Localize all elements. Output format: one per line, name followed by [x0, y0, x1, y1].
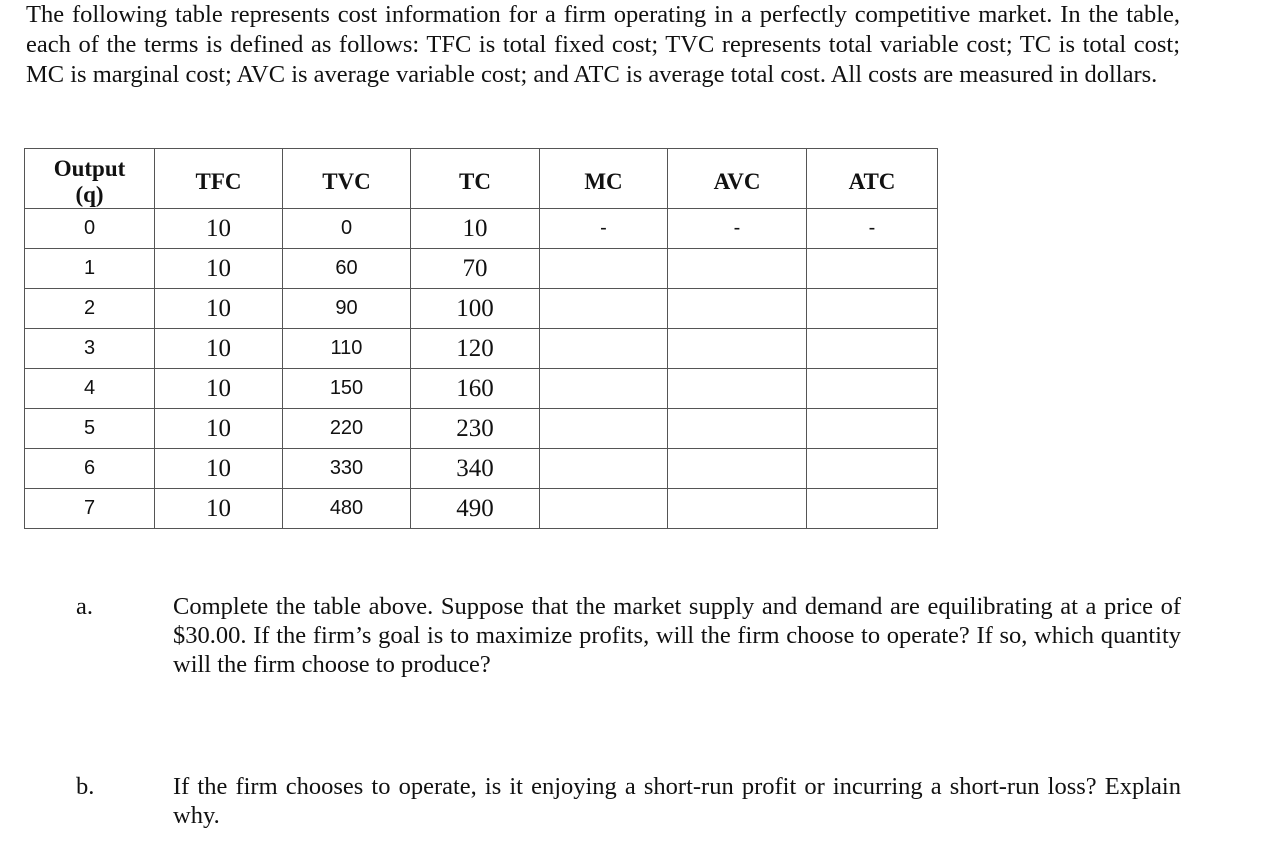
header-mc-label: MC [584, 168, 623, 194]
cell-avc[interactable]: - [668, 209, 807, 249]
cell-q: 4 [25, 369, 155, 409]
cell-atc[interactable] [807, 329, 938, 369]
cell-atc[interactable]: - [807, 209, 938, 249]
cell-mc[interactable] [540, 489, 668, 529]
header-tvc-label: TVC [322, 168, 371, 194]
question-a-label: a. [76, 593, 93, 620]
cell-avc[interactable] [668, 329, 807, 369]
table-row [25, 209, 938, 249]
cell-tvc: 330 [283, 449, 411, 489]
header-atc-label: ATC [848, 168, 896, 194]
cell-atc[interactable] [807, 489, 938, 529]
cell-avc[interactable] [668, 249, 807, 289]
question-b-label: b. [76, 773, 95, 800]
cell-q: 6 [25, 449, 155, 489]
table-row [25, 449, 938, 489]
table-row [25, 329, 938, 369]
table-row [25, 369, 938, 409]
cell-avc[interactable] [668, 409, 807, 449]
cell-tfc: 10 [155, 289, 283, 329]
cell-q: 2 [25, 289, 155, 329]
cell-tvc: 150 [283, 369, 411, 409]
cell-atc[interactable] [807, 449, 938, 489]
cell-mc[interactable] [540, 369, 668, 409]
cell-avc[interactable] [668, 289, 807, 329]
header-mc [540, 149, 668, 209]
header-output-line2: (q) [75, 181, 104, 207]
header-tvc [283, 149, 411, 209]
cell-tvc: 0 [283, 209, 411, 249]
cell-mc[interactable]: - [540, 209, 668, 249]
cell-tfc: 10 [155, 489, 283, 529]
cell-tc: 100 [411, 289, 540, 329]
cell-tfc: 10 [155, 249, 283, 289]
cell-avc[interactable] [668, 369, 807, 409]
cell-q: 7 [25, 489, 155, 529]
cell-atc[interactable] [807, 249, 938, 289]
cell-tc: 10 [411, 209, 540, 249]
cell-tfc: 10 [155, 409, 283, 449]
question-b-text: If the firm chooses to operate, is it enjoying a short-run profit or incurring a short-run loss? Explain why. [173, 773, 1181, 829]
cell-tfc: 10 [155, 209, 283, 249]
cell-tvc: 90 [283, 289, 411, 329]
cost-table [24, 148, 938, 529]
table-row [25, 249, 938, 289]
table-row [25, 489, 938, 529]
header-tc-label: TC [459, 168, 491, 194]
cell-tfc: 10 [155, 329, 283, 369]
table-body [25, 209, 938, 529]
intro-paragraph: The following table represents cost information for a firm operating in a perfectly competitive market. In the table, each of the terms is defined as follows: TFC is total fixed cost; TVC represents total variable cost; TC is total cost; MC is marginal cost; AVC is average variable cost; and ATC is average total cost. All costs are measured in dollars. [26, 1, 1180, 88]
cell-tfc: 10 [155, 369, 283, 409]
cell-tfc: 10 [155, 449, 283, 489]
cell-tc: 70 [411, 249, 540, 289]
cell-mc[interactable] [540, 289, 668, 329]
cell-tvc: 110 [283, 329, 411, 369]
cell-mc[interactable] [540, 329, 668, 369]
cell-q: 0 [25, 209, 155, 249]
cell-atc[interactable] [807, 289, 938, 329]
cell-tvc: 60 [283, 249, 411, 289]
cell-tvc: 220 [283, 409, 411, 449]
cell-atc[interactable] [807, 409, 938, 449]
header-avc-label: AVC [713, 168, 761, 194]
header-atc [807, 149, 938, 209]
cell-mc[interactable] [540, 249, 668, 289]
question-a-text: Complete the table above. Suppose that the market supply and demand are equilibrating at a price of $30.00. If the firm’s goal is to maximize profits, will the firm choose to operate? If so, which quantity will the firm choose to produce? [173, 593, 1181, 678]
cell-q: 1 [25, 249, 155, 289]
header-tfc [155, 149, 283, 209]
header-avc [668, 149, 807, 209]
cell-q: 3 [25, 329, 155, 369]
header-output-line1: Output [53, 155, 126, 181]
cell-tc: 340 [411, 449, 540, 489]
cell-tc: 490 [411, 489, 540, 529]
cell-tc: 120 [411, 329, 540, 369]
cell-avc[interactable] [668, 449, 807, 489]
cell-q: 5 [25, 409, 155, 449]
header-tc [411, 149, 540, 209]
cell-mc[interactable] [540, 409, 668, 449]
table-row [25, 289, 938, 329]
cell-tvc: 480 [283, 489, 411, 529]
table-row [25, 409, 938, 449]
header-tfc-label: TFC [195, 168, 242, 194]
cell-tc: 160 [411, 369, 540, 409]
cell-tc: 230 [411, 409, 540, 449]
cell-mc[interactable] [540, 449, 668, 489]
cell-avc[interactable] [668, 489, 807, 529]
header-output [25, 149, 155, 209]
cell-atc[interactable] [807, 369, 938, 409]
table-header-row [25, 149, 938, 209]
